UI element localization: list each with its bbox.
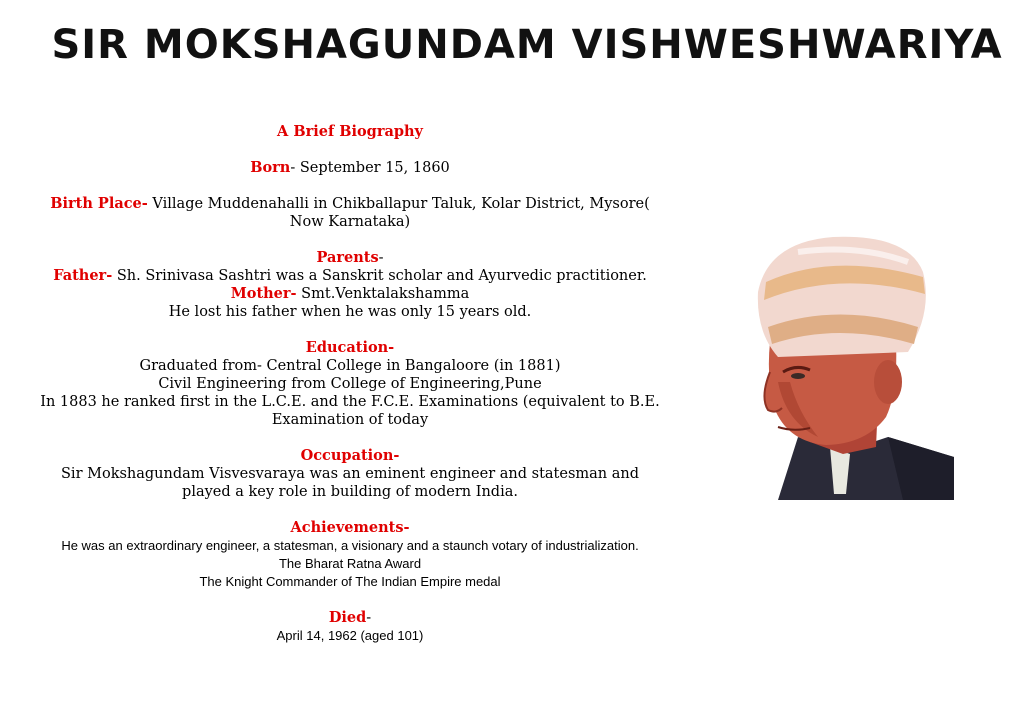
page-title: SIR MOKSHAGUNDAM VISHWESHWARIYA xyxy=(51,22,1003,68)
education-line: Examination of today xyxy=(271,412,429,428)
achievements-intro: He was an extraordinary engineer, a statesman, a visionary and a staunch votary of industrialization. xyxy=(61,538,639,553)
born-value: - September 15, 1860 xyxy=(290,160,450,176)
parents-label: Parents xyxy=(316,249,379,266)
father-label: Father- xyxy=(53,267,113,284)
biography xyxy=(20,123,680,645)
birthplace-value-cont: Now Karnataka) xyxy=(289,214,411,230)
education-line: Civil Engineering from College of Engineering,Pune xyxy=(158,376,542,392)
born-label: Born xyxy=(250,159,291,176)
father-note: He lost his father when he was only 15 years old. xyxy=(168,304,532,320)
parents-dash: - xyxy=(378,250,384,266)
birthplace-line xyxy=(20,195,680,213)
occupation-line: played a key role in building of modern India. xyxy=(182,484,518,500)
portrait-image xyxy=(738,232,954,500)
mother-label: Mother- xyxy=(230,285,297,302)
achievements-label: Achievements- xyxy=(290,519,410,536)
father-value: Sh. Srinivasa Sashtri was a Sanskrit scholar and Ayurvedic practitioner. xyxy=(112,268,647,284)
bio-heading: A Brief Biography xyxy=(277,123,423,140)
achievement-item: The Bharat Ratna Award xyxy=(278,556,422,571)
died-dash: - xyxy=(366,610,372,626)
died-value: April 14, 1962 (aged 101) xyxy=(276,628,424,643)
birthplace-label: Birth Place- xyxy=(50,195,148,212)
education-line: In 1883 he ranked first in the L.C.E. and the F.C.E. Examinations (equivalent to B.E. xyxy=(40,394,660,410)
born-line xyxy=(20,159,680,177)
occupation-label: Occupation- xyxy=(300,447,400,464)
parents-line xyxy=(20,249,680,267)
father-line xyxy=(20,267,680,285)
died-line xyxy=(20,609,680,627)
mother-value: Smt.Venktalakshamma xyxy=(296,286,470,302)
died-label: Died xyxy=(328,609,367,626)
birthplace-value: Village Muddenahalli in Chikballapur Taluk, Kolar District, Mysore( xyxy=(147,196,650,212)
education-label: Education- xyxy=(305,339,395,356)
achievement-item: The Knight Commander of The Indian Empire medal xyxy=(199,574,501,589)
mother-line xyxy=(20,285,680,303)
education-line: Graduated from- Central College in Bangaloore (in 1881) xyxy=(139,358,561,374)
occupation-line: Sir Mokshagundam Visvesvaraya was an eminent engineer and statesman and xyxy=(61,466,639,482)
